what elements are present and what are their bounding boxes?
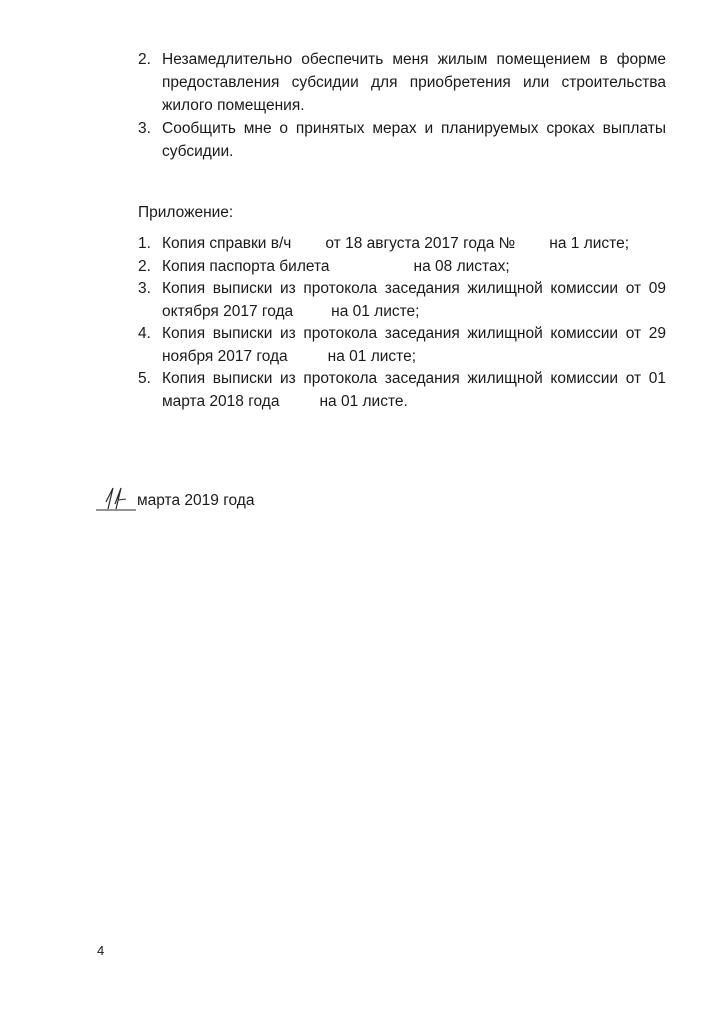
appendix-list: [138, 233, 666, 413]
list-item: [138, 278, 666, 323]
item-text: марта 2018 года: [162, 392, 280, 410]
item-text: на 08 листах;: [413, 257, 510, 275]
list-item: [138, 233, 666, 256]
item-line: Копия выписки из протокола заседания жилищной комиссии от 29: [162, 325, 666, 342]
item-text: Копия паспорта билета: [162, 257, 330, 275]
item-line: жилого помещения.: [162, 97, 305, 114]
item-line: субсидии.: [162, 143, 234, 160]
item-number: 2.: [138, 257, 151, 275]
item-line: Копия выписки из протокола заседания жилищной комиссии от 01: [162, 370, 666, 387]
list-item: [138, 117, 666, 163]
request-list: [138, 48, 666, 163]
item-line: Незамедлительно обеспечить меня жилым помещением в форме: [162, 51, 666, 68]
list-item: [138, 48, 666, 117]
handwritten-day: [92, 480, 140, 516]
item-text: на 01 листе.: [319, 392, 408, 410]
list-item: [138, 256, 666, 279]
item-text: ноября 2017 года: [162, 347, 288, 365]
item-text: на 01 листе;: [331, 302, 420, 320]
item-number: 4.: [138, 325, 151, 342]
item-text: на 1 листе;: [549, 235, 630, 252]
list-item: [138, 323, 666, 368]
item-number: 2.: [138, 51, 151, 68]
date-text: марта 2019 года: [137, 492, 255, 509]
item-line: Копия выписки из протокола заседания жилищной комиссии от 09: [162, 280, 666, 297]
item-line: Сообщить мне о принятых мерах и планируемых сроках выплаты: [162, 120, 666, 137]
item-line: предоставления субсидии для приобретения или строительства: [162, 74, 666, 91]
item-number: 3.: [138, 280, 151, 297]
item-number: 1.: [138, 235, 151, 252]
signature-date: [92, 480, 292, 520]
item-text: Копия справки в/ч: [162, 235, 292, 252]
item-text: октября 2017 года: [162, 302, 294, 320]
appendix-heading: Приложение:: [138, 204, 234, 221]
item-text: от 18 августа 2017 года №: [325, 235, 516, 252]
item-number: 3.: [138, 120, 151, 137]
item-text: на 01 листе;: [327, 347, 416, 365]
list-item: [138, 368, 666, 413]
item-number: 5.: [138, 370, 151, 387]
page-number: 4: [97, 943, 105, 958]
